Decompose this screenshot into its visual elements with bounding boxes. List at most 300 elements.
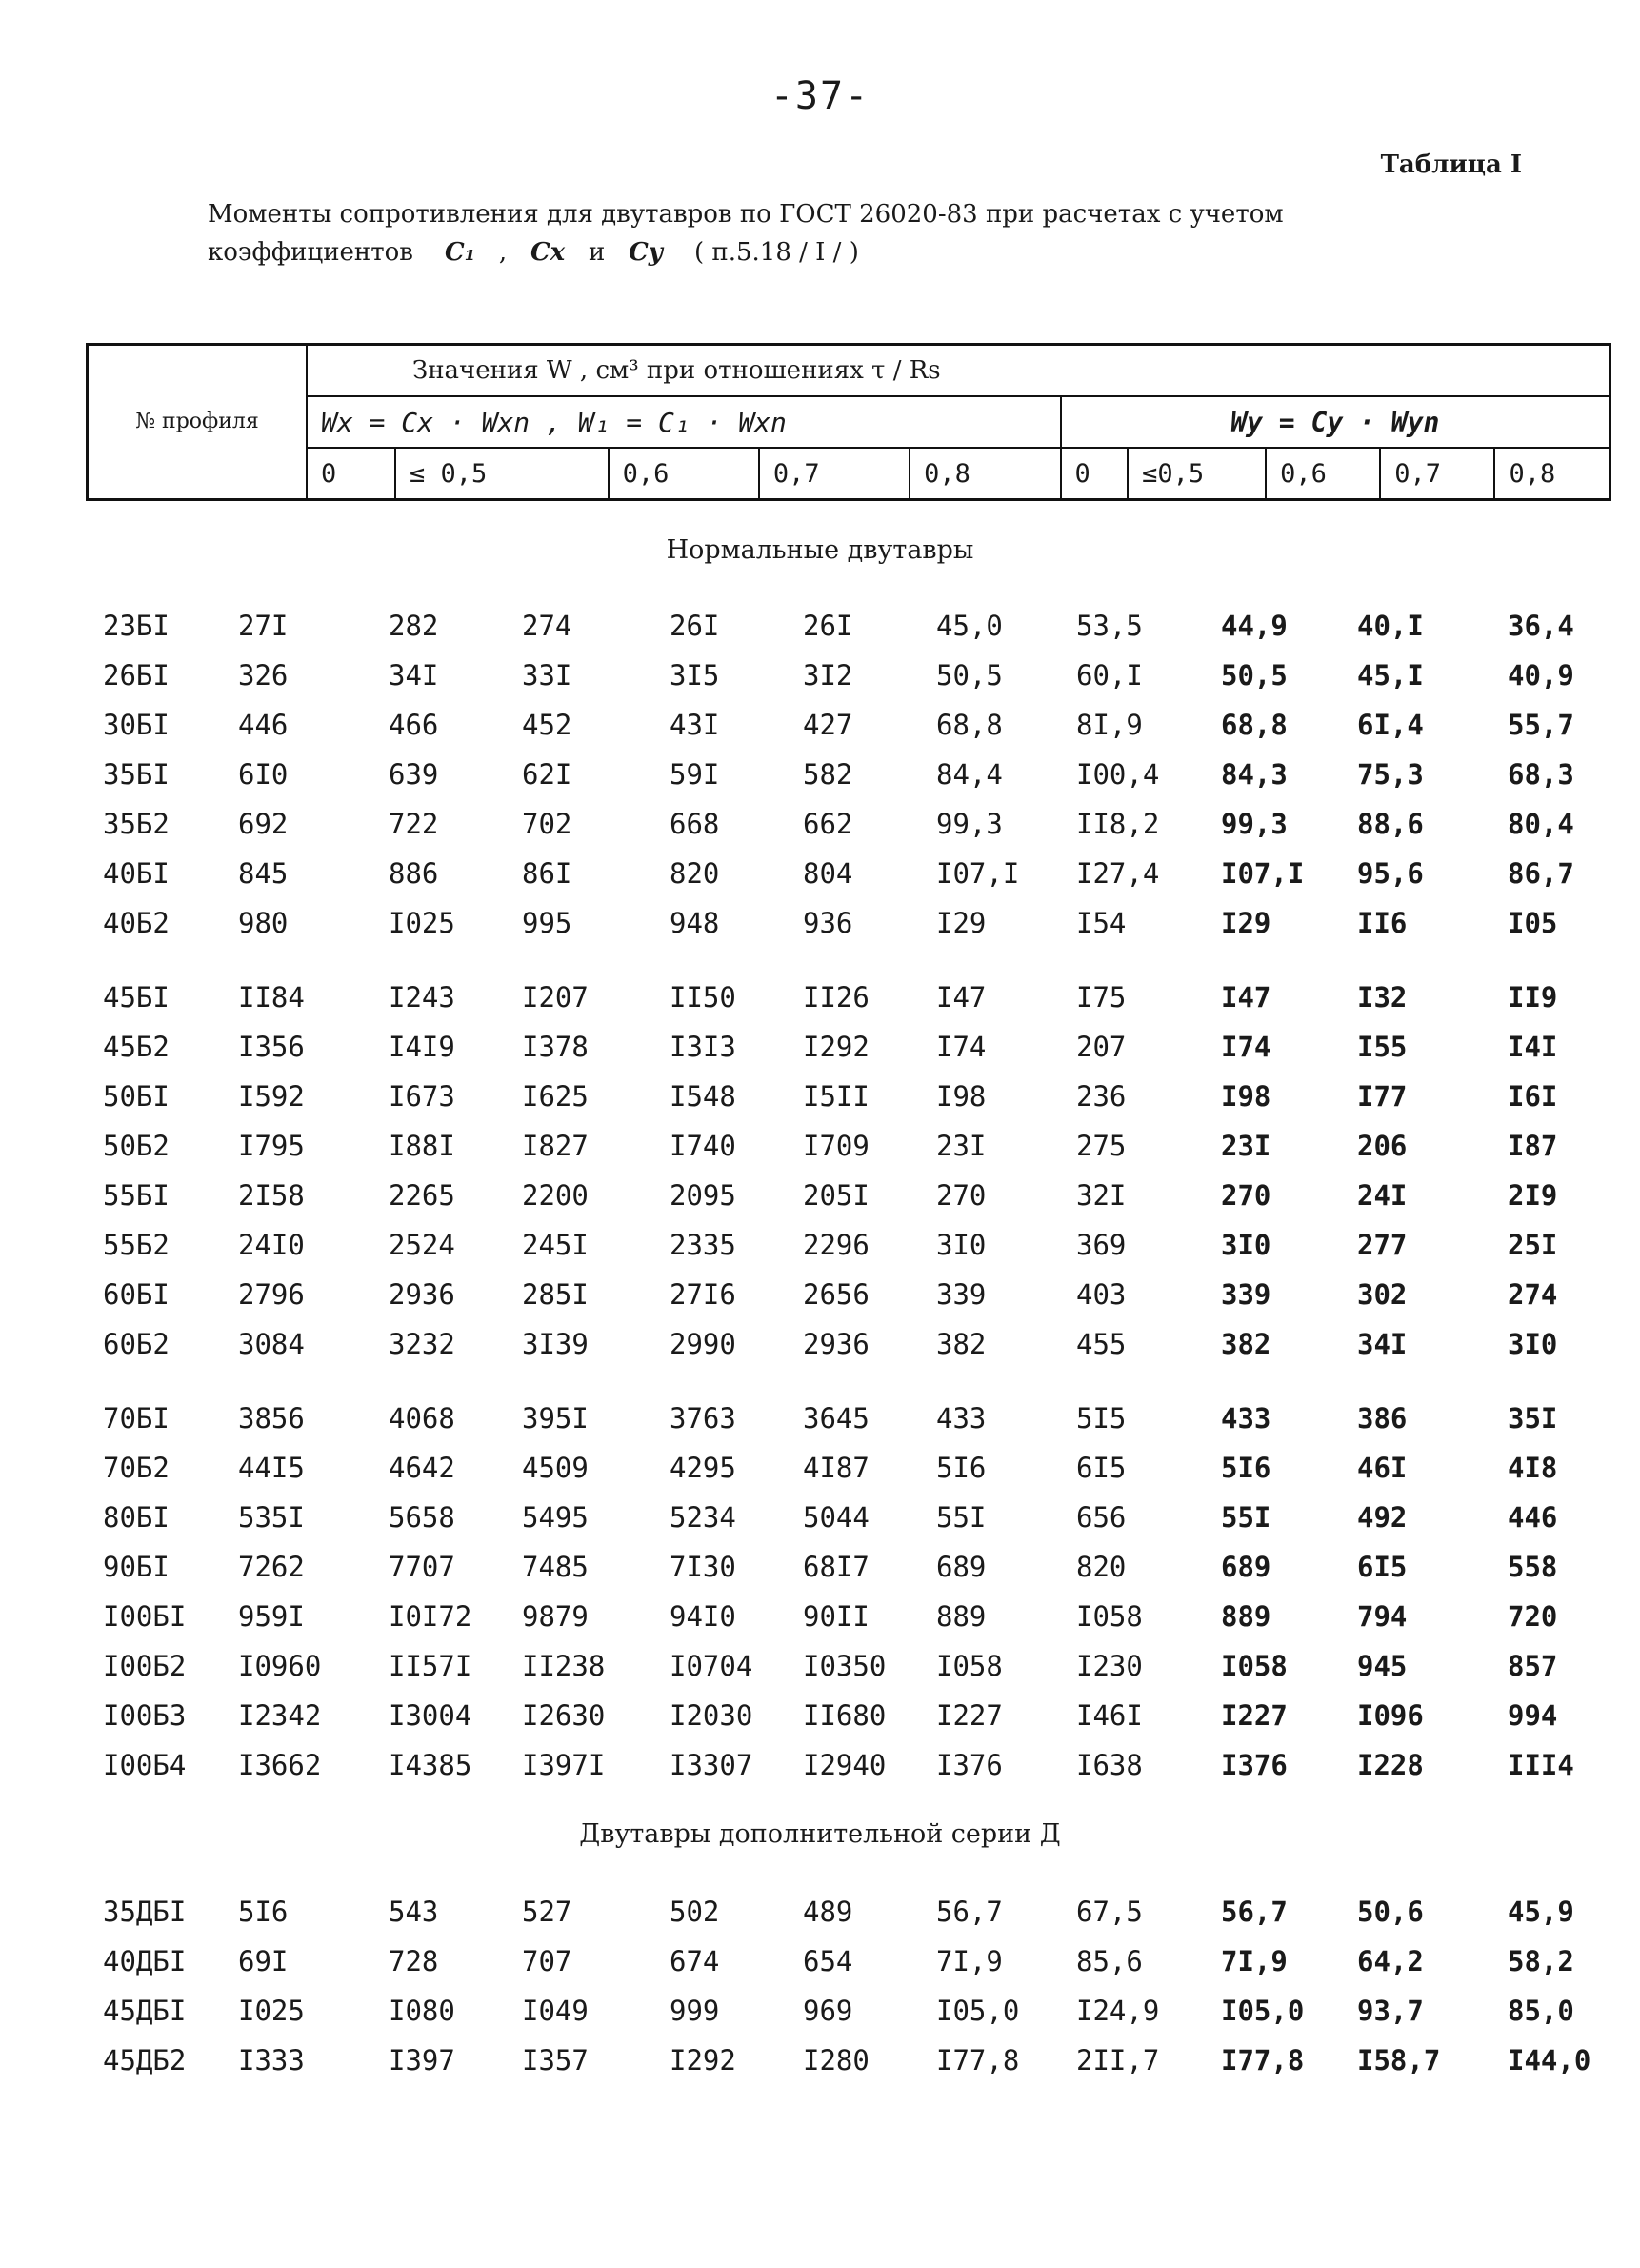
value-cell: I333 (238, 2044, 305, 2077)
value-cell: 3645 (803, 1402, 870, 1435)
profile-cell: 90БI (103, 1551, 170, 1583)
table-label: Таблица I (1380, 151, 1522, 179)
value-cell: 55I (936, 1501, 987, 1534)
value-cell: 206 (1357, 1130, 1408, 1162)
value-cell: II50 (670, 981, 736, 1014)
value-cell: I292 (803, 1031, 870, 1063)
value-cell: 34I (1357, 1328, 1408, 1360)
table-row (0, 610, 1640, 648)
value-cell: I46I (1076, 1699, 1143, 1732)
value-cell: II6 (1357, 907, 1408, 939)
table-row (0, 1080, 1640, 1118)
value-cell: II84 (238, 981, 305, 1014)
value-cell: I6I (1508, 1080, 1558, 1113)
value-cell: 466 (389, 709, 439, 741)
value-cell: 3I0 (1508, 1328, 1558, 1360)
value-cell: I227 (1221, 1699, 1288, 1732)
value-cell: 4642 (389, 1452, 455, 1484)
value-cell: 44,9 (1221, 610, 1288, 642)
value-cell: 889 (1221, 1600, 1271, 1633)
value-cell: I75 (1076, 981, 1127, 1014)
value-cell: 2296 (803, 1229, 870, 1261)
value-cell: 433 (1221, 1402, 1271, 1435)
value-cell: II238 (522, 1650, 606, 1682)
value-cell: 582 (803, 758, 853, 791)
value-cell: 845 (238, 857, 289, 890)
value-cell: 722 (389, 808, 439, 840)
value-cell: I07,I (1221, 857, 1305, 890)
profile-cell: 23БI (103, 610, 170, 642)
value-cell: 86I (522, 857, 572, 890)
table-row (0, 1945, 1640, 1983)
value-cell: 59I (670, 758, 720, 791)
value-cell: 395I (522, 1402, 589, 1435)
value-cell: I32 (1357, 981, 1408, 1014)
value-cell: 68,8 (936, 709, 1003, 741)
value-cell: I29 (1221, 907, 1271, 939)
table-row (0, 1600, 1640, 1638)
profile-cell: I00Б4 (103, 1749, 187, 1781)
value-cell: 804 (803, 857, 853, 890)
value-cell: 45,9 (1508, 1896, 1574, 1928)
value-cell: 7707 (389, 1551, 455, 1583)
value-cell: 5I5 (1076, 1402, 1127, 1435)
value-cell: I740 (670, 1130, 736, 1162)
value-cell: 25I (1508, 1229, 1558, 1261)
value-cell: I0350 (803, 1650, 887, 1682)
value-cell: 275 (1076, 1130, 1127, 1162)
value-cell: 656 (1076, 1501, 1127, 1534)
caption-sep: , (498, 238, 508, 267)
value-cell: 53,5 (1076, 610, 1143, 642)
value-cell: 3856 (238, 1402, 305, 1435)
profile-cell: 40ДБI (103, 1945, 187, 1977)
value-cell: I74 (936, 1031, 987, 1063)
value-cell: I54 (1076, 907, 1127, 939)
ratio-header: 0,7 (1380, 448, 1494, 500)
value-cell: 84,4 (936, 758, 1003, 791)
value-cell: I3307 (670, 1749, 753, 1781)
value-cell: I47 (1221, 981, 1271, 1014)
table-row (0, 1278, 1640, 1316)
value-cell: 55I (1221, 1501, 1271, 1534)
value-cell: 999 (670, 1995, 720, 2027)
value-cell: I397 (389, 2044, 455, 2077)
value-cell: I74 (1221, 1031, 1271, 1063)
table-row (0, 1650, 1640, 1688)
table-row (0, 1328, 1640, 1366)
ratio-header: 0 (307, 448, 395, 500)
value-cell: 56,7 (1221, 1896, 1288, 1928)
value-cell: 5658 (389, 1501, 455, 1534)
value-cell: 980 (238, 907, 289, 939)
value-cell: 69I (238, 1945, 289, 1977)
profile-cell: I00Б2 (103, 1650, 187, 1682)
value-cell: I24,9 (1076, 1995, 1160, 2027)
value-cell: 5I6 (238, 1896, 289, 1928)
profile-cell: 40БI (103, 857, 170, 890)
value-cell: I376 (1221, 1749, 1288, 1781)
value-cell: 245I (522, 1229, 589, 1261)
value-cell: 995 (522, 907, 572, 939)
value-cell: 535I (238, 1501, 305, 1534)
ratio-header: 0,6 (1266, 448, 1380, 500)
ratio-header: ≤0,5 (1128, 448, 1266, 500)
value-cell: I080 (389, 1995, 455, 2027)
value-cell: 33I (522, 659, 572, 692)
profile-cell: 35БI (103, 758, 170, 791)
value-cell: 639 (389, 758, 439, 791)
value-cell: 3I5 (670, 659, 720, 692)
value-cell: 936 (803, 907, 853, 939)
value-cell: I05 (1508, 907, 1558, 939)
table-row (0, 1229, 1640, 1267)
value-cell: 35I (1508, 1402, 1558, 1435)
value-cell: 455 (1076, 1328, 1127, 1360)
value-cell: I709 (803, 1130, 870, 1162)
value-cell: 8I,9 (1076, 709, 1143, 741)
value-cell: 3I39 (522, 1328, 589, 1360)
value-cell: I795 (238, 1130, 305, 1162)
ratio-header: 0,6 (609, 448, 759, 500)
value-cell: 302 (1357, 1278, 1408, 1311)
profile-cell: 40Б2 (103, 907, 170, 939)
value-cell: 285I (522, 1278, 589, 1311)
value-cell: 85,6 (1076, 1945, 1143, 1977)
profile-cell: 26БI (103, 659, 170, 692)
value-cell: I27,4 (1076, 857, 1160, 890)
value-cell: 2I58 (238, 1179, 305, 1212)
caption-line-1: Моменты сопротивления для двутавров по ГОСТ 26020-83 при расчетах с учетом (208, 200, 1284, 229)
value-cell: I98 (1221, 1080, 1271, 1113)
value-cell: 9879 (522, 1600, 589, 1633)
value-cell: I05,0 (1221, 1995, 1305, 2027)
value-cell: 282 (389, 610, 439, 642)
table-row (0, 1995, 1640, 2033)
value-cell: I592 (238, 1080, 305, 1113)
value-cell: I77,8 (936, 2044, 1020, 2077)
profile-cell: 35Б2 (103, 808, 170, 840)
value-cell: 2335 (670, 1229, 736, 1261)
value-cell: I88I (389, 1130, 455, 1162)
page-number: -37- (770, 74, 870, 118)
caption-and: и (588, 238, 606, 267)
value-cell: III4 (1508, 1749, 1574, 1781)
value-cell: I0704 (670, 1650, 753, 1682)
value-cell: 959I (238, 1600, 305, 1633)
value-cell: 43I (670, 709, 720, 741)
value-cell: 270 (936, 1179, 987, 1212)
value-cell: 446 (238, 709, 289, 741)
value-cell: 857 (1508, 1650, 1558, 1682)
value-cell: 4068 (389, 1402, 455, 1435)
profile-cell: 55Б2 (103, 1229, 170, 1261)
table-row (0, 981, 1640, 1019)
value-cell: 382 (936, 1328, 987, 1360)
value-cell: 56,7 (936, 1896, 1003, 1928)
value-cell: I00,4 (1076, 758, 1160, 791)
value-cell: 707 (522, 1945, 572, 1977)
value-cell: I4I9 (389, 1031, 455, 1063)
table-caption (208, 195, 1446, 271)
value-cell: 674 (670, 1945, 720, 1977)
value-cell: 274 (1508, 1278, 1558, 1311)
value-cell: I625 (522, 1080, 589, 1113)
value-cell: II57I (389, 1650, 472, 1682)
value-cell: 3I0 (1221, 1229, 1271, 1261)
value-cell: 662 (803, 808, 853, 840)
value-cell: 60,I (1076, 659, 1143, 692)
profile-cell: I00Б3 (103, 1699, 187, 1732)
value-cell: 84,3 (1221, 758, 1288, 791)
value-cell: 3232 (389, 1328, 455, 1360)
value-cell: 945 (1357, 1650, 1408, 1682)
value-cell: 692 (238, 808, 289, 840)
value-cell: 5234 (670, 1501, 736, 1534)
value-cell: 668 (670, 808, 720, 840)
value-cell: 5I6 (936, 1452, 987, 1484)
table-row (0, 857, 1640, 895)
value-cell: 2524 (389, 1229, 455, 1261)
values-header: Значения W , см³ при отношениях τ / Rs (307, 345, 1610, 397)
table-row (0, 1699, 1640, 1737)
value-cell: 3I0 (936, 1229, 987, 1261)
value-cell: I77 (1357, 1080, 1408, 1113)
value-cell: 889 (936, 1600, 987, 1633)
value-cell: I058 (936, 1650, 1003, 1682)
value-cell: 948 (670, 907, 720, 939)
table-row (0, 2044, 1640, 2082)
profile-cell: 60Б2 (103, 1328, 170, 1360)
value-cell: 2936 (389, 1278, 455, 1311)
value-cell: 2095 (670, 1179, 736, 1212)
value-cell: 6I5 (1357, 1551, 1408, 1583)
value-cell: 55,7 (1508, 709, 1574, 741)
value-cell: 2936 (803, 1328, 870, 1360)
value-cell: 6I5 (1076, 1452, 1127, 1484)
value-cell: I2630 (522, 1699, 606, 1732)
table-row (0, 1031, 1640, 1069)
value-cell: 80,4 (1508, 808, 1574, 840)
value-cell: 969 (803, 1995, 853, 2027)
value-cell: 4509 (522, 1452, 589, 1484)
value-cell: 689 (1221, 1551, 1271, 1583)
value-cell: I2342 (238, 1699, 322, 1732)
value-cell: 4I8 (1508, 1452, 1558, 1484)
value-cell: 68,8 (1221, 709, 1288, 741)
value-cell: 277 (1357, 1229, 1408, 1261)
value-cell: I673 (389, 1080, 455, 1113)
ratio-header: ≤ 0,5 (395, 448, 609, 500)
value-cell: 3763 (670, 1402, 736, 1435)
value-cell: 2990 (670, 1328, 736, 1360)
value-cell: 702 (522, 808, 572, 840)
value-cell: I058 (1076, 1600, 1143, 1633)
value-cell: 24I (1357, 1179, 1408, 1212)
value-cell: 492 (1357, 1501, 1408, 1534)
value-cell: I98 (936, 1080, 987, 1113)
value-cell: 67,5 (1076, 1896, 1143, 1928)
value-cell: I0960 (238, 1650, 322, 1682)
profile-cell: 45ДБ2 (103, 2044, 187, 2077)
value-cell: 36,4 (1508, 610, 1574, 642)
profile-cell: 60БI (103, 1278, 170, 1311)
table-header (86, 343, 1611, 501)
value-cell: 85,0 (1508, 1995, 1574, 2027)
value-cell: 2656 (803, 1278, 870, 1311)
value-cell: 44I5 (238, 1452, 305, 1484)
value-cell: 90II (803, 1600, 870, 1633)
profile-cell: 35ДБI (103, 1896, 187, 1928)
table-row (0, 758, 1640, 796)
value-cell: 274 (522, 610, 572, 642)
value-cell: I77,8 (1221, 2044, 1305, 2077)
value-cell: 7262 (238, 1551, 305, 1583)
value-cell: 236 (1076, 1080, 1127, 1113)
profile-header: № профиля (88, 345, 308, 500)
value-cell: 270 (1221, 1179, 1271, 1212)
value-cell: 99,3 (936, 808, 1003, 840)
value-cell: 4I87 (803, 1452, 870, 1484)
value-cell: 7485 (522, 1551, 589, 1583)
value-cell: 95,6 (1357, 857, 1424, 890)
value-cell: I4385 (389, 1749, 472, 1781)
table-row (0, 709, 1640, 747)
profile-cell: 80БI (103, 1501, 170, 1534)
group-x-header: Wx = Cx · Wxn , W₁ = C₁ · Wxn (307, 396, 1061, 448)
value-cell: I44,0 (1508, 2044, 1591, 2077)
value-cell: 339 (1221, 1278, 1271, 1311)
value-cell: 994 (1508, 1699, 1558, 1732)
caption-c1: C₁ (445, 238, 476, 267)
value-cell: 2265 (389, 1179, 455, 1212)
value-cell: 27I (238, 610, 289, 642)
value-cell: II8,2 (1076, 808, 1160, 840)
value-cell: 720 (1508, 1600, 1558, 1633)
table-row (0, 907, 1640, 945)
value-cell: 728 (389, 1945, 439, 1977)
table-row (0, 659, 1640, 697)
value-cell: 68I7 (803, 1551, 870, 1583)
value-cell: 23I (936, 1130, 987, 1162)
profile-cell: 55БI (103, 1179, 170, 1212)
caption-cy: Cy (629, 238, 663, 267)
value-cell: 7I,9 (1221, 1945, 1288, 1977)
profile-cell: I00БI (103, 1600, 187, 1633)
value-cell: 452 (522, 709, 572, 741)
profile-cell: 70БI (103, 1402, 170, 1435)
value-cell: 23I (1221, 1130, 1271, 1162)
value-cell: 339 (936, 1278, 987, 1311)
value-cell: 2II,7 (1076, 2044, 1160, 2077)
value-cell: 403 (1076, 1278, 1127, 1311)
value-cell: 27I6 (670, 1278, 736, 1311)
value-cell: I096 (1357, 1699, 1424, 1732)
value-cell: 62I (522, 758, 572, 791)
value-cell: 433 (936, 1402, 987, 1435)
value-cell: 4295 (670, 1452, 736, 1484)
value-cell: I58,7 (1357, 2044, 1441, 2077)
section-title-normal: Нормальные двутавры (666, 535, 974, 565)
value-cell: I292 (670, 2044, 736, 2077)
value-cell: 45,0 (936, 610, 1003, 642)
value-cell: 5495 (522, 1501, 589, 1534)
value-cell: 543 (389, 1896, 439, 1928)
value-cell: 6I0 (238, 758, 289, 791)
value-cell: I227 (936, 1699, 1003, 1732)
value-cell: I049 (522, 1995, 589, 2027)
value-cell: I827 (522, 1130, 589, 1162)
value-cell: 7I,9 (936, 1945, 1003, 1977)
value-cell: 7I30 (670, 1551, 736, 1583)
value-cell: 99,3 (1221, 808, 1288, 840)
value-cell: 45,I (1357, 659, 1424, 692)
value-cell: I29 (936, 907, 987, 939)
value-cell: I207 (522, 981, 589, 1014)
value-cell: I4I (1508, 1031, 1558, 1063)
value-cell: 502 (670, 1896, 720, 1928)
value-cell: 46I (1357, 1452, 1408, 1484)
ratio-header: 0 (1061, 448, 1129, 500)
table-row (0, 1179, 1640, 1217)
value-cell: I2030 (670, 1699, 753, 1732)
caption-ref: ( п.5.18 / I / ) (693, 238, 859, 267)
value-cell: I357 (522, 2044, 589, 2077)
value-cell: 207 (1076, 1031, 1127, 1063)
value-cell: 205I (803, 1179, 870, 1212)
value-cell: 86,7 (1508, 857, 1574, 890)
table-row (0, 1402, 1640, 1440)
profile-cell: 45БI (103, 981, 170, 1014)
caption-cx: Cx (530, 238, 566, 267)
caption-line-2 (208, 233, 1446, 271)
value-cell: 6I,4 (1357, 709, 1424, 741)
value-cell: 68,3 (1508, 758, 1574, 791)
value-cell: 40,I (1357, 610, 1424, 642)
value-cell: I07,I (936, 857, 1020, 890)
section-title-series-d: Двутавры дополнительной серии Д (579, 1819, 1061, 1849)
value-cell: I243 (389, 981, 455, 1014)
value-cell: 820 (1076, 1551, 1127, 1583)
value-cell: 386 (1357, 1402, 1408, 1435)
profile-cell: 70Б2 (103, 1452, 170, 1484)
value-cell: I0I72 (389, 1600, 472, 1633)
value-cell: 489 (803, 1896, 853, 1928)
value-cell: 794 (1357, 1600, 1408, 1633)
value-cell: I280 (803, 2044, 870, 2077)
value-cell: 50,5 (936, 659, 1003, 692)
value-cell: I3662 (238, 1749, 322, 1781)
ratio-header: 0,7 (759, 448, 910, 500)
value-cell: 3084 (238, 1328, 305, 1360)
profile-cell: 45Б2 (103, 1031, 170, 1063)
value-cell: 369 (1076, 1229, 1127, 1261)
value-cell: 40,9 (1508, 659, 1574, 692)
value-cell: 26I (803, 610, 853, 642)
value-cell: 820 (670, 857, 720, 890)
value-cell: I548 (670, 1080, 736, 1113)
value-cell: I55 (1357, 1031, 1408, 1063)
value-cell: I47 (936, 981, 987, 1014)
value-cell: 326 (238, 659, 289, 692)
value-cell: 5I6 (1221, 1452, 1271, 1484)
value-cell: 64,2 (1357, 1945, 1424, 1977)
table-row (0, 808, 1640, 846)
value-cell: I397I (522, 1749, 606, 1781)
table-row (0, 1130, 1640, 1168)
profile-cell: 30БI (103, 709, 170, 741)
value-cell: I356 (238, 1031, 305, 1063)
